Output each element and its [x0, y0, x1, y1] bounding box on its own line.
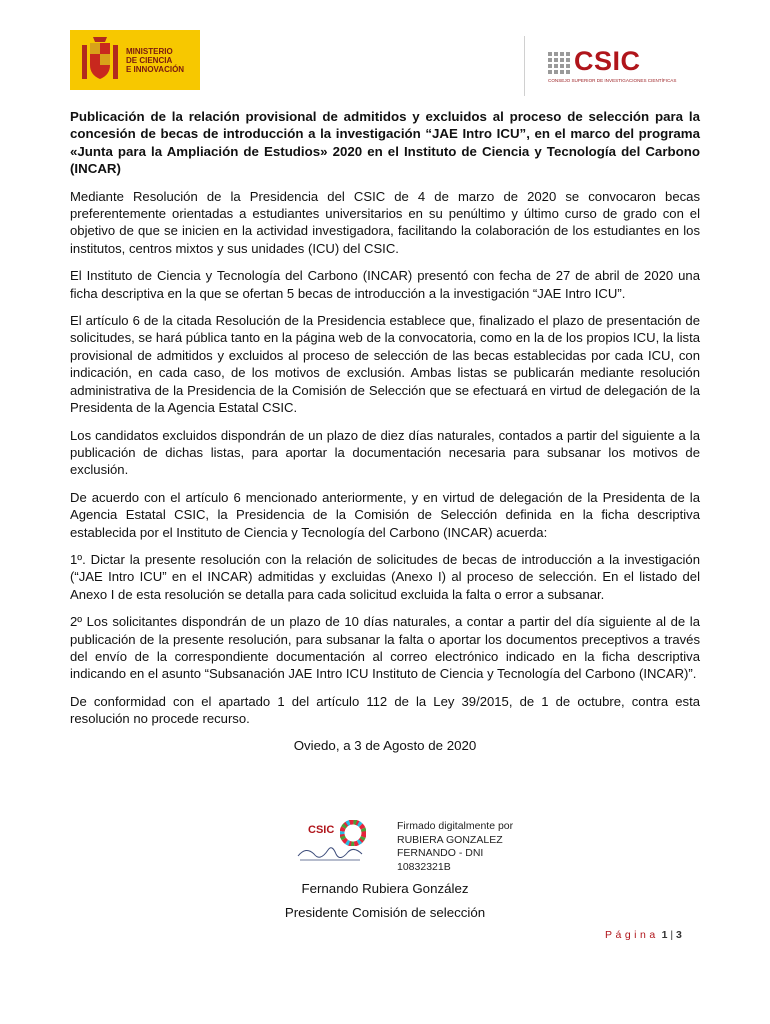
signature-line: RUBIERA GONZALEZ: [397, 833, 503, 846]
paragraph: Los candidatos excluidos dispondrán de un plazo de diez días naturales, contados a partir del siguiente a la publicación de dichas listas, para aportar la documentación necesaria para subsanar los motivos de exclusión.: [70, 427, 700, 478]
paragraph: 2º Los solicitantes dispondrán de un plazo de 10 días naturales, a contar a partir del día siguiente al de la publicación de la presente resolución, para subsanar la falta o aportar los documentos preceptivos a través del envío de la correspondiente documentación al correo electrónico indicado en la ficha descriptiva indicando en el asunto “Subsanación JAE Intro ICU Instituto de Ciencia y Tecnología del Carbono (INCAR)”.: [70, 614, 700, 682]
ministry-logo: [70, 30, 200, 90]
page-separator: |: [670, 929, 674, 941]
csic-grid-icon: [548, 52, 570, 74]
signer-role: Presidente Comisión de selección: [284, 905, 486, 920]
handwritten-signature-icon: [296, 844, 366, 866]
document-body: [70, 108, 700, 753]
csic-wordmark: CSIC: [574, 46, 641, 76]
signature-line: 10832321B: [397, 860, 451, 873]
paragraph: De acuerdo con el artículo 6 mencionado anteriormente, y en virtud de delegación de la Presidenta de la Agencia Estatal CSIC, la Presidencia de la Comisión de Selección definida en la ficha descriptiva establecida por el Instituto de Ciencia y Tecnología del Carbono (INCAR) acuerda:: [70, 489, 700, 540]
digital-signature: [296, 820, 536, 875]
paragraph: De conformidad con el apartado 1 del artículo 112 de la Ley 39/2015, de 1 de octubre, contra esta resolución no procede recurso.: [70, 693, 700, 727]
header-divider: [524, 36, 525, 96]
paragraph: El Instituto de Ciencia y Tecnología del Carbono (INCAR) presentó con fecha de 27 de abril de 2020 una ficha descriptiva en la que se ofertan 5 becas de introducción a la investigación “JAE Intro ICU”.: [70, 268, 700, 301]
signature-line: FERNANDO - DNI: [397, 847, 484, 859]
signature-line: Firmado digitalmente por: [397, 820, 514, 832]
page-label: Página: [605, 929, 659, 941]
place-date: Oviedo, a 3 de Agosto de 2020: [293, 737, 477, 753]
sdg-wheel-icon: [340, 820, 366, 846]
page-header: [0, 0, 770, 105]
page-total: 3: [676, 929, 682, 941]
paragraph: 1º. Dictar la presente resolución con la relación de solicitudes de becas de introducción a la investigación (“JAE Intro ICU” en el INCAR) admitidas y excluidas (Anexo I) al proceso de selección. En el listado del Anexo I de esta resolución se detalla para cada solicitud excluida la falta o error a subsanar.: [70, 551, 700, 602]
signature-logo-text: CSIC: [308, 824, 335, 836]
signer-name: Fernando Rubiera González: [301, 881, 469, 896]
page-footer: [605, 929, 682, 941]
coat-of-arms-icon: [80, 35, 120, 85]
document-title: Publicación de la relación provisional de admitidos y excluidos al proceso de selección para la concesión de becas de introducción a la investigación “JAE Intro ICU”, en el marco del programa «Junta para la Ampliación de Estudios» 2020 en el Instituto de Ciencia y Tecnología del Carbono (INCAR): [70, 109, 700, 177]
csic-subtitle: CONSEJO SUPERIOR DE INVESTIGACIONES CIENTÍFICAS: [548, 78, 677, 83]
page-current: 1: [661, 929, 668, 941]
paragraph: El artículo 6 de la citada Resolución de la Presidencia establece que, finalizado el plazo de presentación de solicitudes, se hará pública tanto en la página web de la convocatoria, como en la de los propios ICU, la lista provisional de admitidos y excluidos al proceso de selección de las becas establecidas por cada ICU, con indicación, en cada caso, de los motivos de exclusión. Ambas listas se publicarán mediante resolución administrativa de la Presidencia de la Comisión de Selección que se efectuará en virtud de delegación de la Presidenta de la Agencia Estatal CSIC.: [70, 313, 700, 416]
ministry-name: MINISTERIO DE CIENCIA E INNOVACIÓN: [126, 46, 185, 74]
paragraph: Mediante Resolución de la Presidencia del CSIC de 4 de marzo de 2020 se convocaron becas preferentemente orientadas a estudiantes universitarios en su penúltimo y último curso de grado con el objetivo de que se inicien en la actividad investigadora, facilitando la colaboración de los estudiantes en los institutos, centros mixtos y sus unidades (ICU) del CSIC.: [70, 188, 700, 256]
digital-signature-text: [397, 820, 513, 874]
csic-logo: [548, 48, 678, 88]
